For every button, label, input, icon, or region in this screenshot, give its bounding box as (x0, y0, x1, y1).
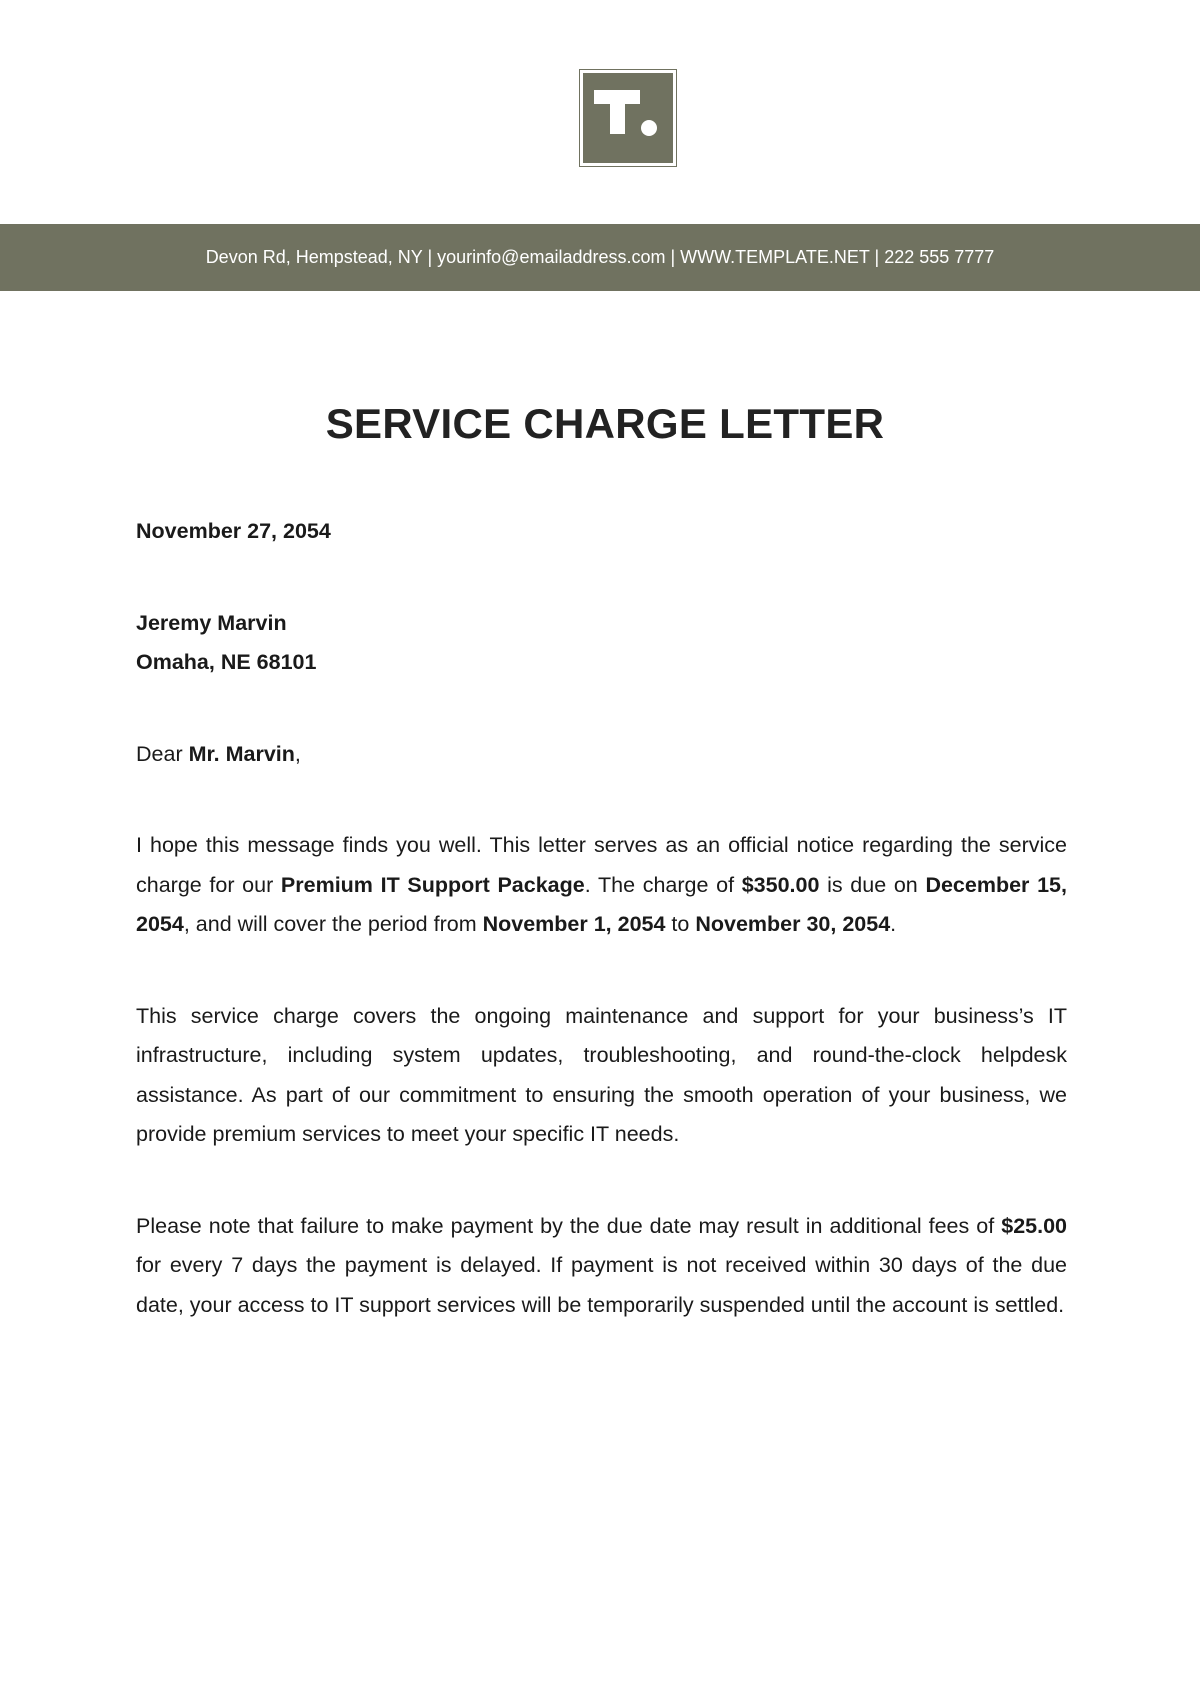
charge-amount: $350.00 (741, 872, 820, 897)
salutation-name: Mr. Marvin (188, 741, 295, 766)
period-end: November 30, 2054 (695, 912, 891, 936)
logo-dot (641, 120, 657, 136)
logo-mark (583, 73, 673, 163)
letter-date: November 27, 2054 (136, 519, 331, 543)
recipient-block (136, 604, 1067, 683)
late-fee-amount: $25.00 (1001, 1213, 1067, 1238)
salutation (136, 735, 1067, 775)
p1-text-5: to (665, 912, 696, 936)
p1-text-2: . The charge of (584, 872, 742, 897)
p1-text-4: , and will cover the period from (183, 912, 483, 936)
recipient-address: Omaha, NE 68101 (136, 650, 317, 674)
letter-body (136, 512, 1067, 1377)
company-logo (579, 69, 677, 167)
p1-text-1: I hope this message finds you well. This letter serves as an official notice regarding the service charge for our (136, 833, 1067, 897)
contact-band (0, 224, 1200, 291)
letter-title: SERVICE CHARGE LETTER (325, 400, 885, 447)
paragraph-charge-notice (136, 826, 1067, 945)
p3-text-2: for every 7 days the payment is delayed. If payment is not received within 30 days of the due date, your access to IT support services will be temporarily suspended until the account is settled. (136, 1253, 1067, 1317)
logo-letter-t-stem (610, 90, 625, 134)
p1-text-3: is due on (819, 872, 926, 897)
package-name: Premium IT Support Package (280, 872, 585, 897)
recipient-name: Jeremy Marvin (136, 610, 287, 635)
due-date: December 15, 2054 (136, 872, 1067, 936)
p3-text-1: Please note that failure to make payment by the due date may result in additional fees of (136, 1213, 1002, 1238)
p1-text-6: . (890, 912, 897, 936)
paragraph-service-scope: This service charge covers the ongoing maintenance and support for your business’s IT infrastructure, including system updates, troubleshooting, and round-the-clock helpdesk assistance. As part of our commitment to ensuring the smooth operation of your business, we provide premium services to meet your specific IT needs. (136, 1003, 1067, 1146)
period-start: November 1, 2054 (482, 912, 666, 936)
salutation-prefix: Dear (136, 741, 189, 766)
contact-line: Devon Rd, Hempstead, NY | yourinfo@emailaddress.com | WWW.TEMPLATE.NET | 222 555 7777 (205, 247, 995, 267)
salutation-suffix: , (294, 741, 301, 766)
paragraph-late-fees (136, 1207, 1067, 1326)
